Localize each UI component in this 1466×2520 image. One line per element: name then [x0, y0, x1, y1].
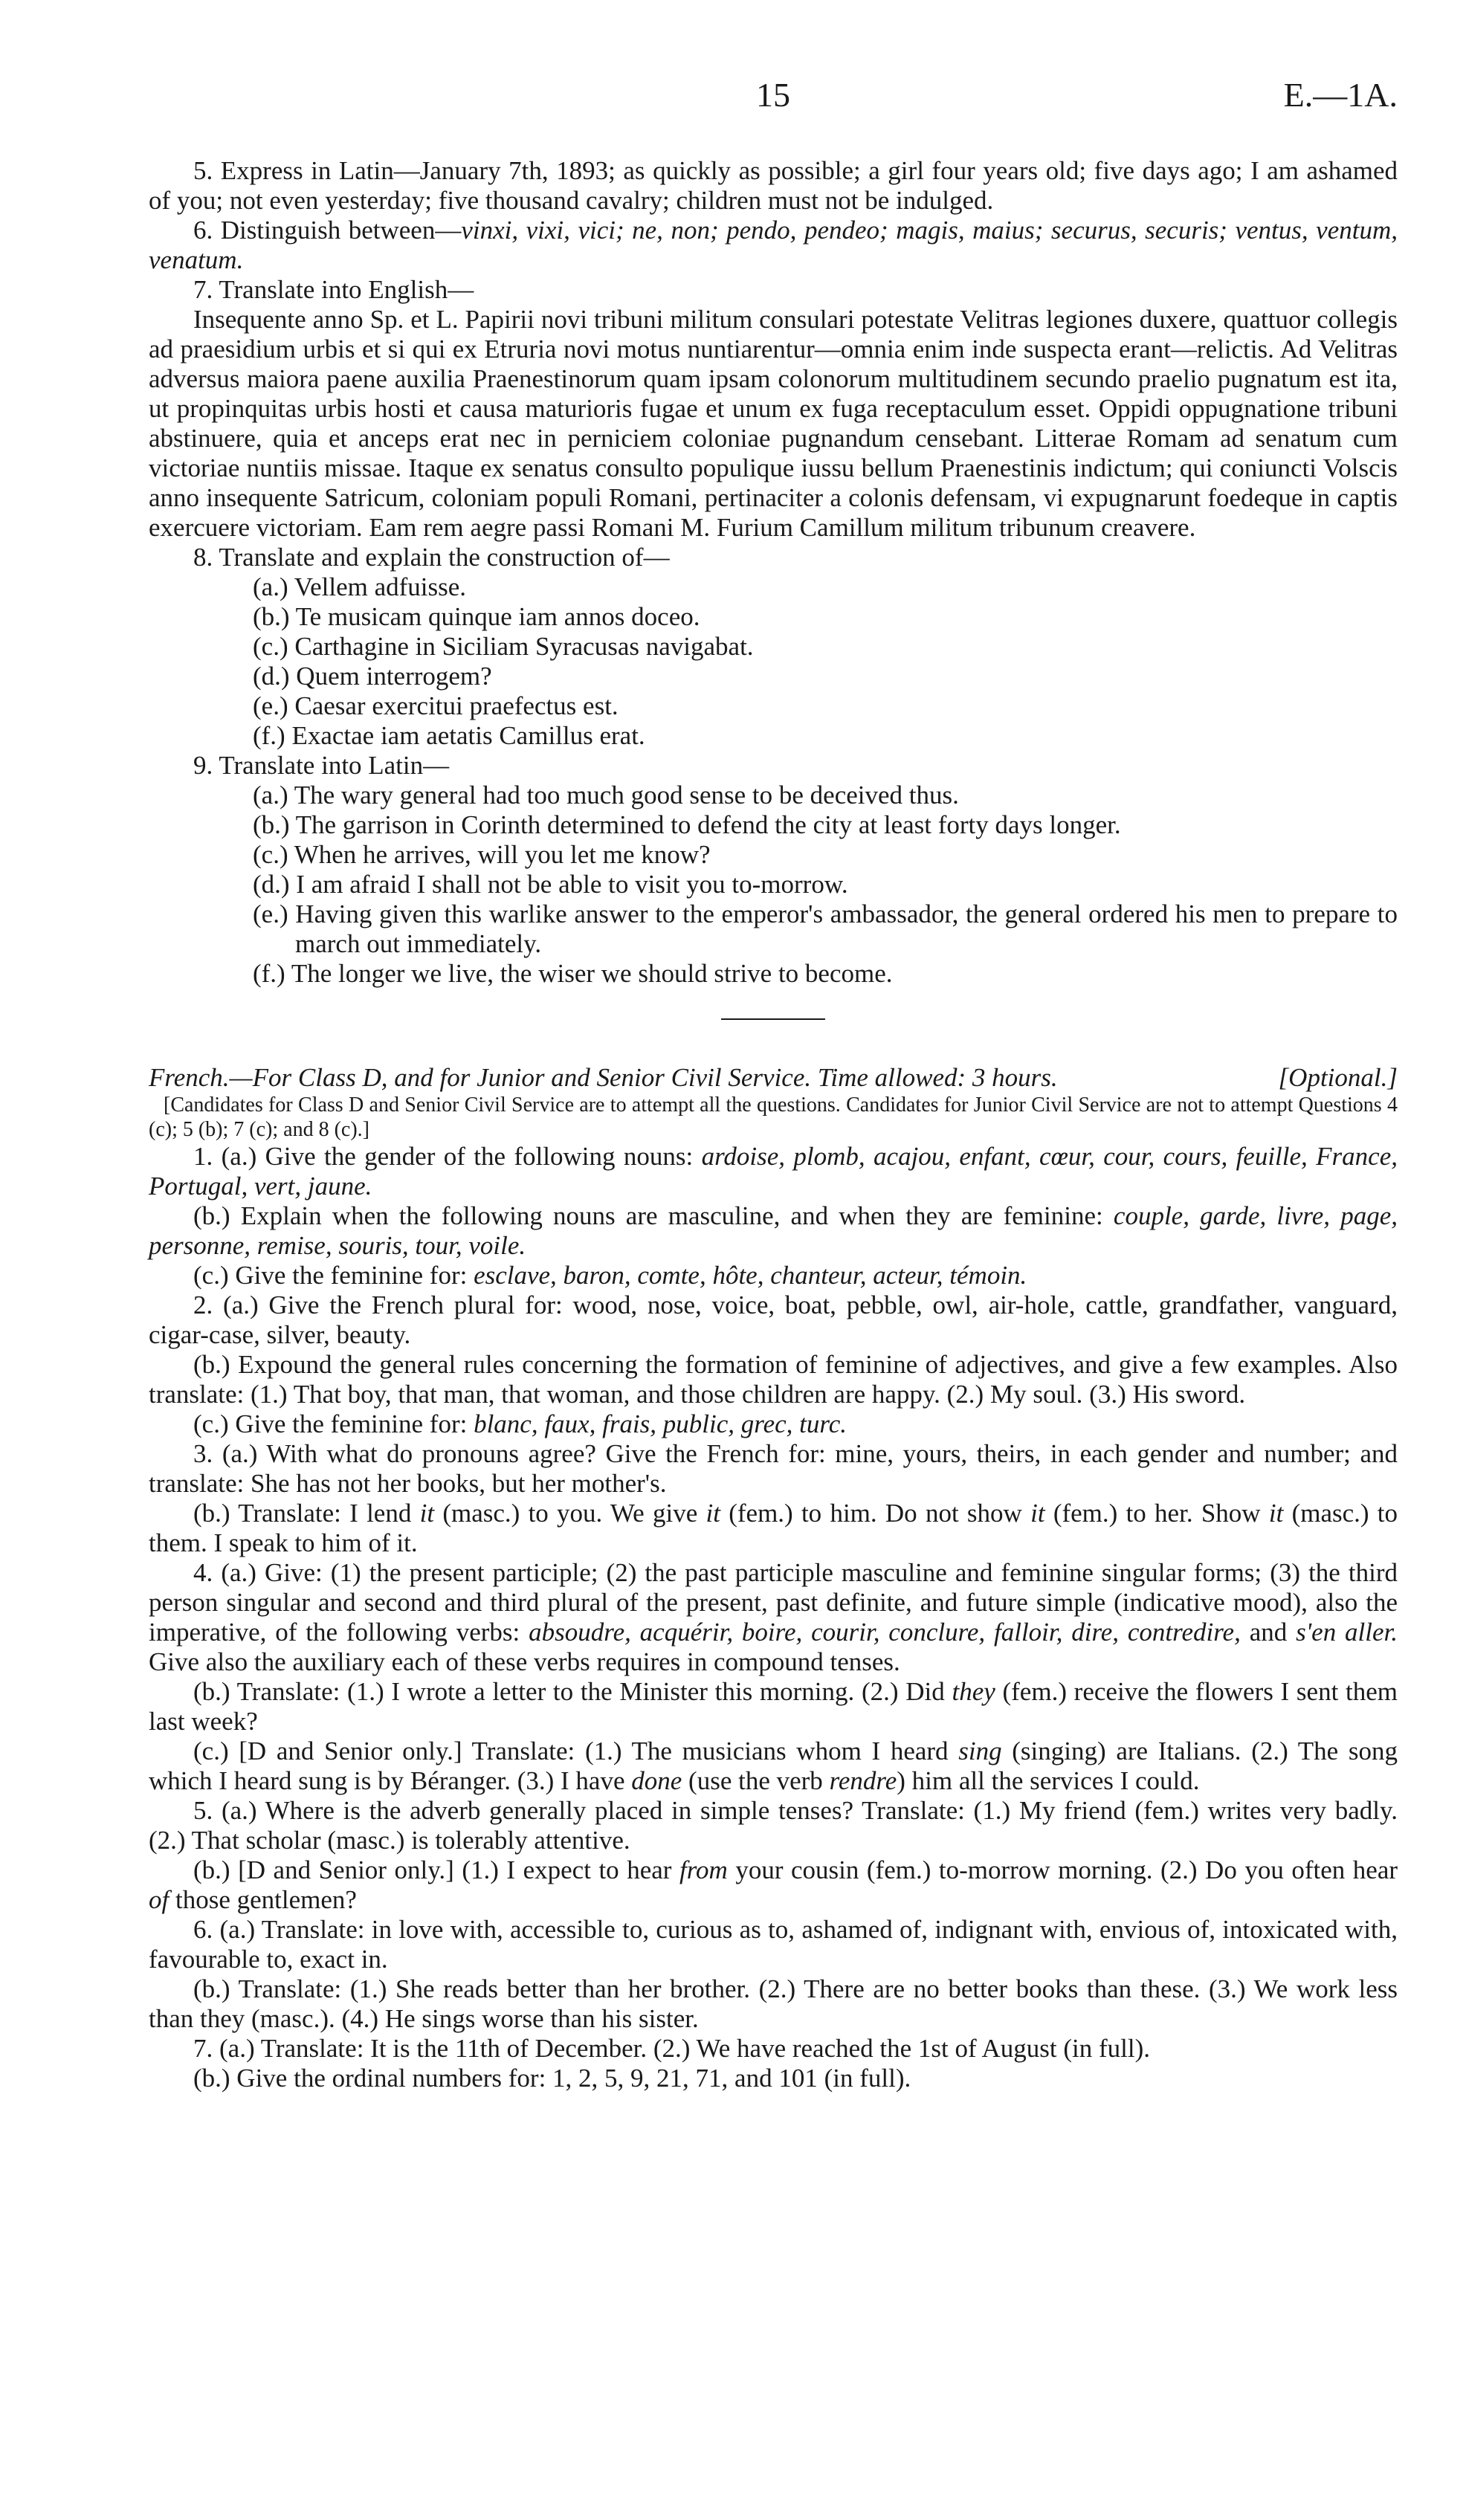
q2c-text: (c.) Give the feminine for: — [193, 1409, 468, 1438]
q5b-text-1: (b.) [D and Senior only.] (1.) I expect to hear — [193, 1855, 672, 1884]
q4a-verbs: absoudre, acquérir, boire, courir, conclure, falloir, dire, contredire, — [529, 1618, 1241, 1647]
latin-question-9: 9. Translate into Latin— — [193, 751, 450, 780]
french-heading-text: French.—For Class D, and for Junior and Senior Civil Service. Time allowed: 3 hours. — [149, 1063, 1058, 1092]
latin-question-8: 8. Translate and explain the construction of— — [193, 543, 670, 572]
q4b-text-1: (b.) Translate: (1.) I wrote a letter to the Minister this morning. (2.) Did — [193, 1677, 945, 1706]
q3b-it-3: it — [1030, 1499, 1045, 1528]
french-section — [149, 1063, 1398, 2093]
latin-question-5: 5. Express in Latin—January 7th, 1893; as quickly as possible; a girl four years old; five days ago; I am ashamed of you; not even yesterday; five thousand cavalry; children must not be indulged. — [149, 156, 1398, 215]
q4c-text-1: (c.) [D and Senior only.] Translate: (1.) The musicians whom I heard — [193, 1736, 949, 1765]
french-q2b: (b.) Expound the general rules concerning the formation of feminine of adjectives, and give a few examples. Also translate: (1.) That boy, that man, that woman, and those children are happy. (2.) My soul. (3.) His sword. — [149, 1350, 1398, 1409]
q3b-text-4: (fem.) to her. Show — [1053, 1499, 1261, 1528]
candidates-note: [Candidates for Class D and Senior Civil Service are to attempt all the questions. Candidates for Junior Civil Service are not to attempt Questions 4 (c); 5 (b); 7 (c); and 8 (c).] — [149, 1093, 1398, 1141]
q9-item-b: (b.) The garrison in Corinth determined to defend the city at least forty days longer. — [253, 810, 1121, 839]
q5b-from: from — [679, 1855, 728, 1884]
q3b-text-1: (b.) Translate: I lend — [193, 1499, 412, 1528]
q8-item-f: (f.) Exactae iam aetatis Camillus erat. — [253, 721, 645, 750]
q5b-text-3: those gentlemen? — [175, 1885, 357, 1914]
q4b-text-2: (fem.) receive the flowers I sent them last week? — [149, 1677, 1398, 1736]
q8-item-c: (c.) Carthagine in Siciliam Syracusas navigabat. — [253, 632, 754, 661]
q4c-sing: sing — [958, 1736, 1002, 1765]
latin-question-6 — [149, 216, 1398, 275]
q3b-it-4: it — [1268, 1499, 1284, 1528]
q4c-text-4: ) him all the services I could. — [897, 1766, 1200, 1795]
q4a-text: 4. (a.) Give: (1) the present participle; (2) the past participle masculine and feminine singular forms; (3) the third person singular and second and third plural of the present, past definite, and future simple (indicative mood), also the imperative, of the following verbs: — [149, 1558, 1398, 1647]
french-q7a: 7. (a.) Translate: It is the 11th of December. (2.) We have reached the 1st of August (in full). — [193, 2034, 1150, 2063]
q3b-text-3: (fem.) to him. Do not show — [729, 1499, 1022, 1528]
french-q5b — [149, 1855, 1398, 1915]
french-q3a: 3. (a.) With what do pronouns agree? Give the French for: mine, yours, theirs, in each gender and number; and translate: She has not her books, but her mother's. — [149, 1439, 1398, 1498]
french-q1b — [149, 1201, 1398, 1261]
q5b-text-2: your cousin (fem.) to-morrow morning. (2.) Do you often hear — [735, 1855, 1398, 1884]
q5b-of: of — [149, 1885, 169, 1914]
q3b-text-2: (masc.) to you. We give — [442, 1499, 698, 1528]
q9-item-a: (a.) The wary general had too much good sense to be deceived thus. — [253, 781, 959, 810]
q4a-post: Give also the auxiliary each of these verbs requires in compound tenses. — [149, 1647, 900, 1676]
q9-item-c: (c.) When he arrives, will you let me know? — [253, 840, 711, 869]
latin-section — [149, 156, 1398, 989]
section-divider — [721, 1018, 825, 1020]
q4a-and: and — [1249, 1618, 1288, 1647]
q1a-text: 1. (a.) Give the gender of the following nouns: — [193, 1142, 694, 1171]
q4a-last-verb: s'en aller. — [1296, 1618, 1398, 1647]
optional-label: [Optional.] — [1278, 1063, 1398, 1092]
french-q3b — [149, 1499, 1398, 1558]
q8-item-e: (e.) Caesar exercitui praefectus est. — [253, 691, 619, 720]
q6-text: 6. Distinguish between— — [193, 216, 462, 245]
q4c-text-2: (singing) are Italians. (2.) The song which I heard sung is by Béranger. (3.) I have — [149, 1736, 1398, 1795]
q9-item-d: (d.) I am afraid I shall not be able to visit you to-morrow. — [253, 870, 848, 899]
q8-item-a: (a.) Vellem adfuisse. — [253, 572, 467, 601]
q1a-words: ardoise, plomb, acajou, enfant, cœur, cour, cours, feuille, France, Portugal, vert, jaune. — [149, 1142, 1398, 1201]
french-q6a: 6. (a.) Translate: in love with, accessible to, curious as to, ashamed of, indignant with, envious of, intoxicated with, favourable to, exact in. — [149, 1915, 1398, 1974]
q3b-it-1: it — [419, 1499, 435, 1528]
q1b-words: couple, garde, livre, page, personne, remise, souris, tour, voile. — [149, 1201, 1398, 1260]
q9-item-f: (f.) The longer we live, the wiser we should strive to become. — [253, 959, 893, 988]
french-q7b: (b.) Give the ordinal numbers for: 1, 2, 5, 9, 21, 71, and 101 (in full). — [193, 2064, 911, 2093]
page-content — [149, 156, 1398, 2093]
q1c-text: (c.) Give the feminine for: — [193, 1261, 468, 1290]
french-heading — [149, 1063, 1398, 1093]
q8-item-b: (b.) Te musicam quinque iam annos doceo. — [253, 602, 700, 631]
q3b-text-5: (masc.) to them. I speak to him of it. — [149, 1499, 1398, 1557]
q6-words: vinxi, vixi, vici; ne, non; pendo, pendeo; magis, maius; securus, securis; ventus, ventum, venatum. — [149, 216, 1398, 274]
french-q2a: 2. (a.) Give the French plural for: wood, nose, voice, boat, pebble, owl, air-hole, cattle, grandfather, vanguard, cigar-case, silver, beauty. — [149, 1290, 1398, 1349]
latin-question-7: 7. Translate into English— — [193, 275, 474, 304]
q4c-text-3: (use the verb — [688, 1766, 823, 1795]
page-number: 15 — [756, 76, 790, 114]
q1c-words: esclave, baron, comte, hôte, chanteur, acteur, témoin. — [474, 1261, 1027, 1290]
q3b-it-2: it — [705, 1499, 720, 1528]
french-q5a: 5. (a.) Where is the adverb generally placed in simple tenses? Translate: (1.) My friend (fem.) writes very badly. (2.) That scholar (masc.) is tolerably attentive. — [149, 1796, 1398, 1855]
document-reference: E.—1A. — [1283, 76, 1398, 114]
q9-item-e: (e.) Having given this warlike answer to the emperor's ambassador, the general ordered his men to prepare to march out immediately. — [253, 899, 1398, 958]
french-q1c — [149, 1261, 1398, 1290]
latin-passage: Insequente anno Sp. et L. Papirii novi tribuni militum consulari potestate Velitras legiones duxere, quattuor collegis ad praesidium urbis et si qui ex Etruria novi motus nuntiarentur—omnia enim inde suspecta erant—relictis. Ad Velitras adversus maiora paene auxilia Praenestinorum quam ipsam colonorum multitudinem secundo praelio pugnatum est ita, ut propinquitas urbis hosti et causa maturioris fugae et unum ex fuga receptaculum esset. Oppidi oppugnatione tribuni abstinuere, quia et anceps erat nec in perniciem coloniae pugnandum censebant. Litterae Romam ad senatum cum victoriae nuntiis missae. Itaque ex senatus consulto populique iussu bellum Praenestinis indictum; qui coniuncti Volscis anno insequente Satricum, coloniam populi Romani, pertinaciter a colonis defensam, vi expugnarunt foedeque in captis exercuere victoriam. Eam rem aegre passi Romani M. Furium Camillum militum tribunum creavere. — [149, 305, 1398, 542]
french-q4b — [149, 1677, 1398, 1736]
page-header — [149, 74, 1398, 119]
q4b-they: they — [952, 1677, 995, 1706]
q1b-text: (b.) Explain when the following nouns are masculine, and when they are feminine: — [193, 1201, 1103, 1230]
q2c-words: blanc, faux, frais, public, grec, turc. — [474, 1409, 847, 1438]
french-q1a — [149, 1142, 1398, 1201]
q4c-done: done — [631, 1766, 682, 1795]
q8-item-d: (d.) Quem interrogem? — [253, 662, 492, 691]
french-q4c — [149, 1736, 1398, 1796]
french-q2c — [149, 1409, 1398, 1439]
french-q6b: (b.) Translate: (1.) She reads better than her brother. (2.) There are no better books than these. (3.) We work less than they (masc.). (4.) He sings worse than his sister. — [149, 1974, 1398, 2033]
q4c-rendre: rendre — [829, 1766, 897, 1795]
french-q4a — [149, 1558, 1398, 1677]
